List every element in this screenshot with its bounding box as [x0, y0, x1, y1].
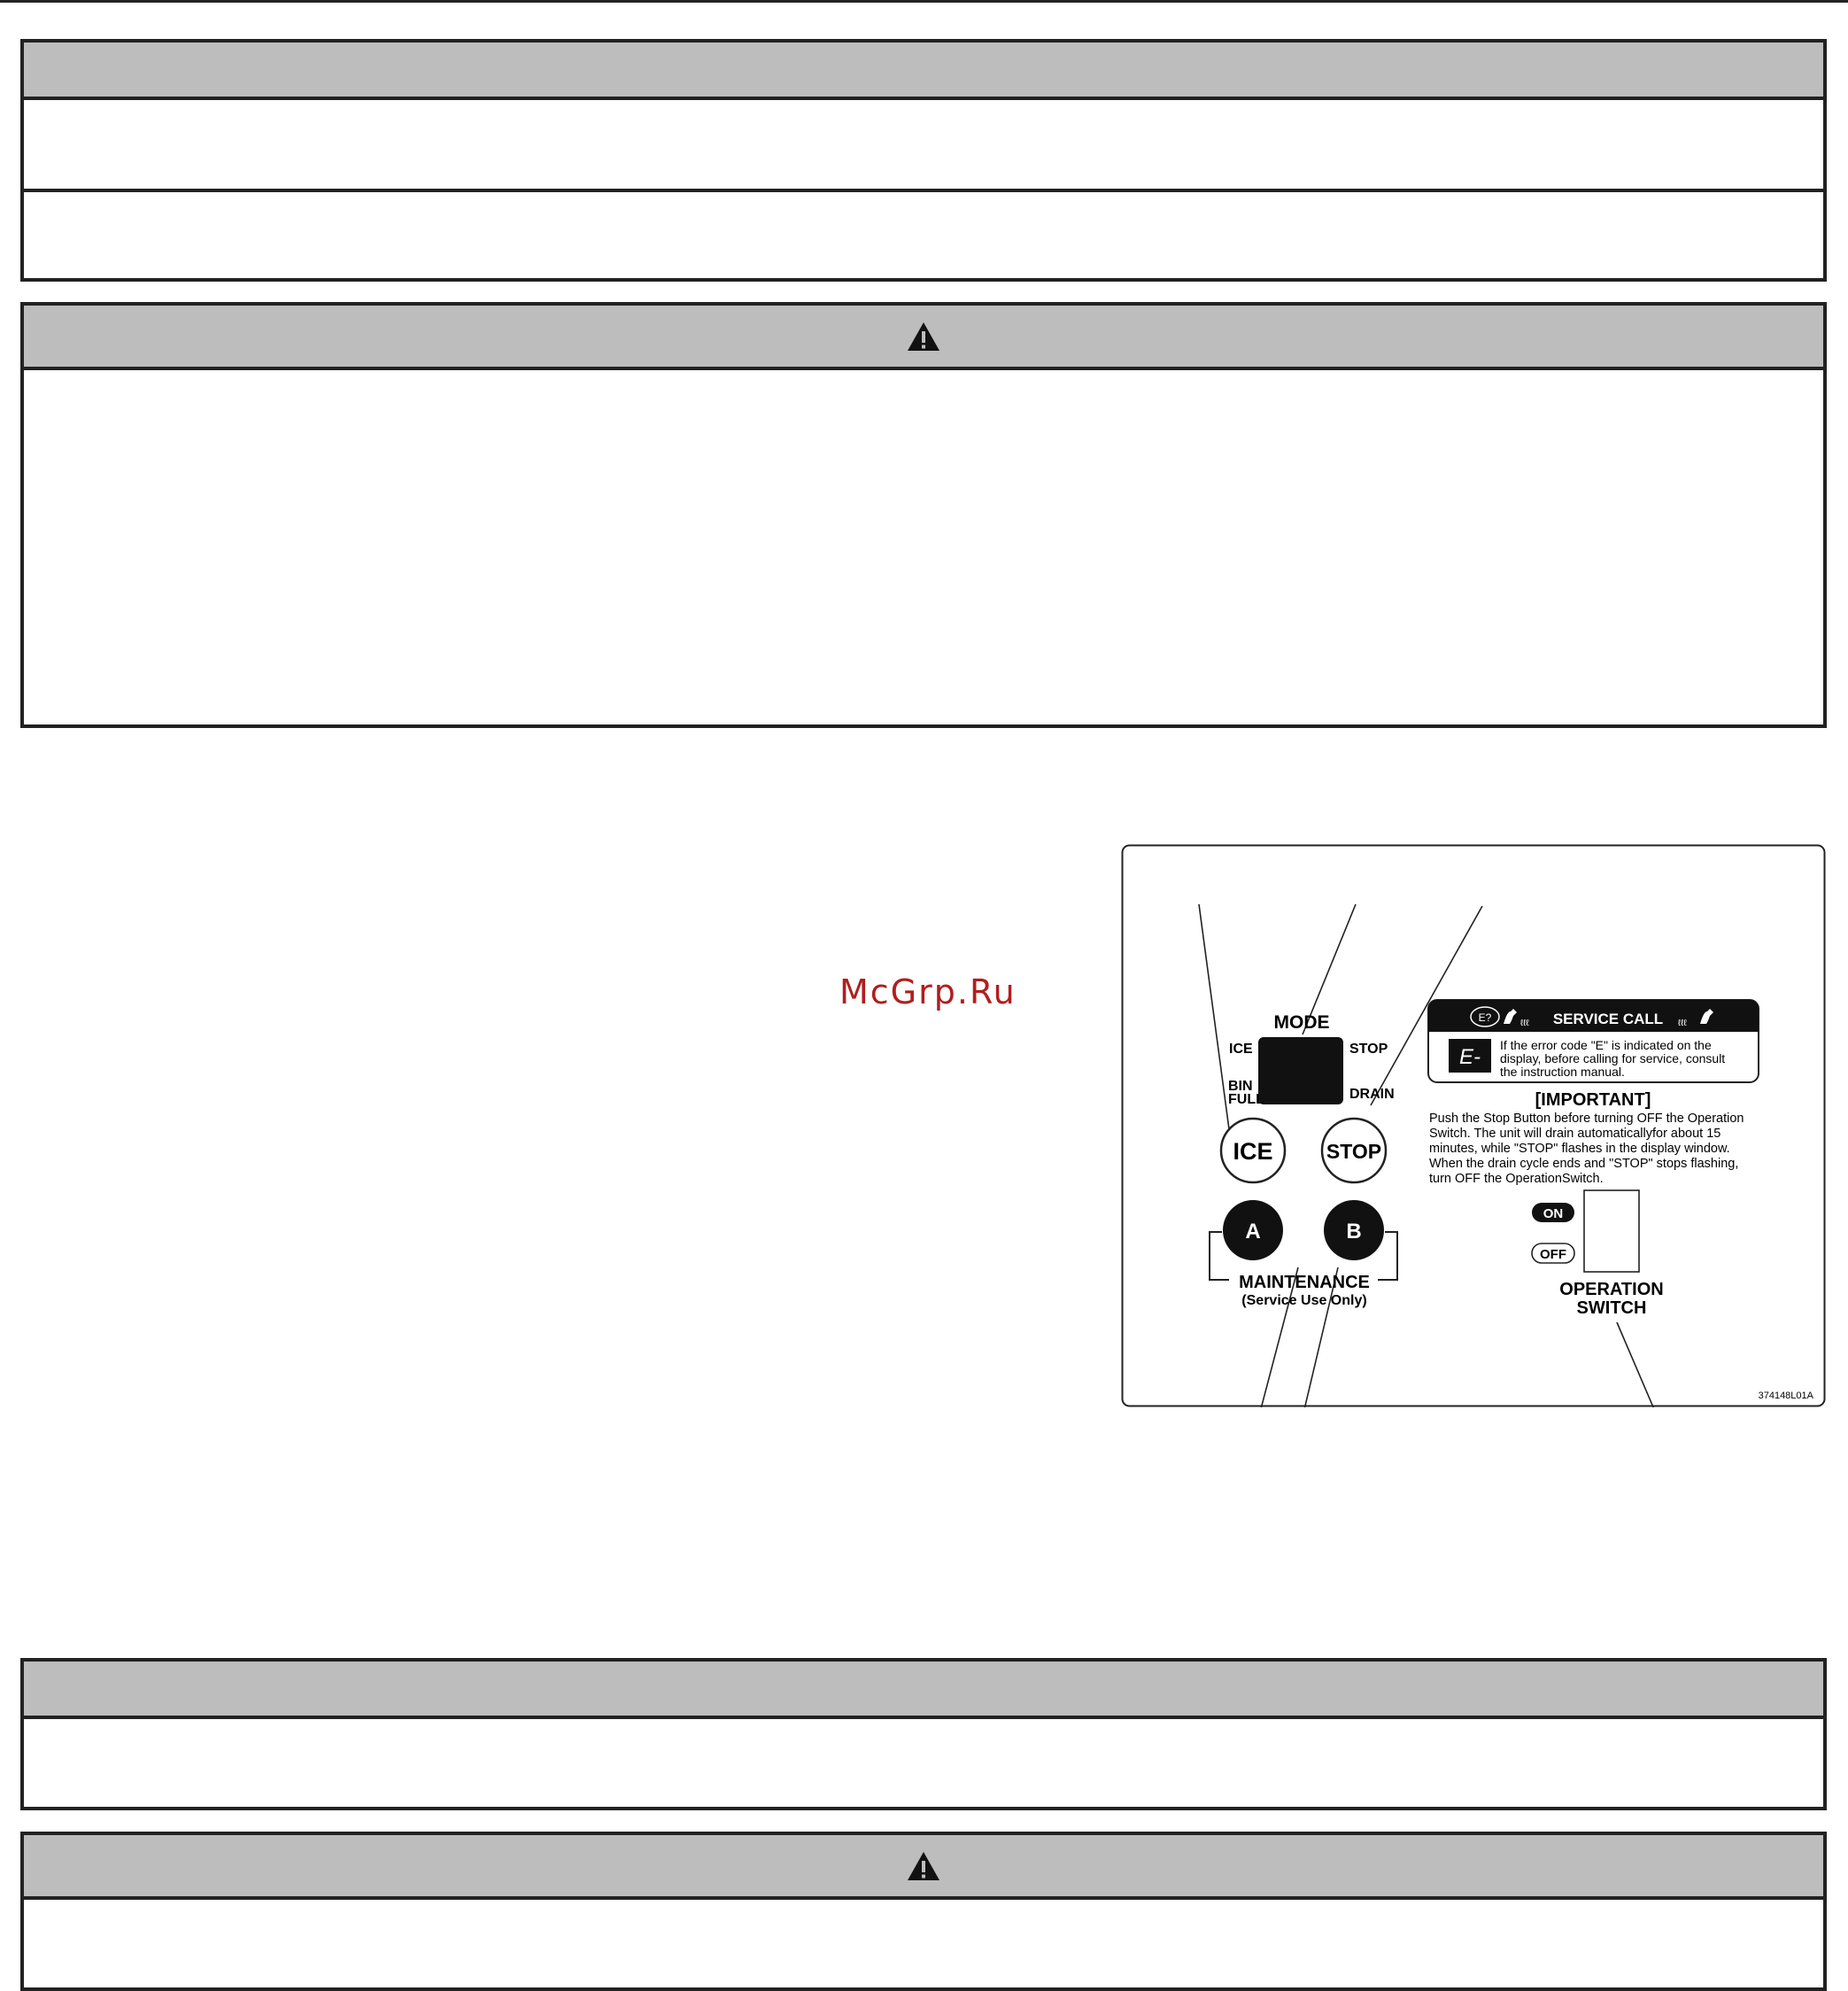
notice-box-2	[20, 1658, 1827, 1810]
stop-button[interactable]	[1322, 1119, 1386, 1182]
switch-on-label	[1532, 1203, 1574, 1222]
switch-on-text: ON	[1543, 1206, 1564, 1221]
important-line-3: minutes, while "STOP" flashes in the display window.	[1429, 1142, 1730, 1156]
service-call-line-3: the instruction manual.	[1500, 1065, 1625, 1079]
service-call-line-1: If the error code "E" is indicated on the	[1500, 1038, 1712, 1052]
mode-display-window	[1258, 1037, 1343, 1104]
notice-box-1-row-2	[24, 189, 1823, 278]
operation-switch-label-1: OPERATION	[1559, 1280, 1664, 1299]
important-line-1: Push the Stop Button before turning OFF the Operation	[1429, 1112, 1744, 1126]
warning-box-1-header	[24, 306, 1823, 370]
top-rule	[0, 0, 1848, 3]
important-line-5: turn OFF the OperationSwitch.	[1429, 1172, 1604, 1186]
a-button-label: A	[1245, 1220, 1261, 1243]
phone-ring-left: ℓℓℓ	[1520, 1019, 1529, 1028]
control-panel-figure	[1121, 844, 1826, 1407]
warning-triangle-icon	[906, 1850, 941, 1882]
lamp-full-label: FULL	[1228, 1092, 1264, 1107]
lamp-stop-label: STOP	[1349, 1042, 1388, 1057]
maintenance-a-button[interactable]	[1223, 1200, 1283, 1260]
operation-switch-label-2: SWITCH	[1576, 1298, 1647, 1318]
mode-label: MODE	[1273, 1012, 1330, 1033]
maintenance-note: (Service Use Only)	[1241, 1293, 1367, 1308]
warning-triangle-icon	[906, 321, 941, 352]
important-line-2: Switch. The unit will drain automaticallyfor about 15	[1429, 1127, 1721, 1141]
error-code-text: E-	[1459, 1045, 1481, 1069]
b-button-label: B	[1346, 1220, 1362, 1243]
operation-switch[interactable]	[1584, 1190, 1639, 1272]
important-title: [IMPORTANT]	[1535, 1090, 1651, 1110]
warning-box-2-header	[24, 1835, 1823, 1900]
error-bubble-text: E?	[1478, 1011, 1492, 1024]
lamp-bin-label: BIN	[1228, 1079, 1253, 1094]
service-call-title: SERVICE CALL	[1552, 1011, 1664, 1027]
phone-ring-right: ℓℓℓ	[1678, 1019, 1687, 1028]
control-panel-drawing	[1121, 844, 1826, 1407]
notice-box-1-header	[24, 43, 1823, 100]
stop-button-label: STOP	[1326, 1140, 1382, 1163]
notice-box-2-header	[24, 1662, 1823, 1719]
panel-outline	[1123, 846, 1825, 1406]
notice-box-1	[20, 39, 1827, 282]
service-call-label	[1428, 1000, 1759, 1082]
service-call-line-2: display, before calling for service, consult	[1500, 1051, 1726, 1065]
switch-off-label	[1532, 1243, 1574, 1263]
switch-off-text: OFF	[1540, 1247, 1566, 1262]
lamp-drain-label: DRAIN	[1349, 1087, 1395, 1102]
notice-box-1-row-1	[24, 100, 1823, 189]
ice-button[interactable]	[1221, 1119, 1285, 1182]
important-line-4: When the drain cycle ends and "STOP" stops flashing,	[1429, 1157, 1739, 1171]
figure-code: 374148L01A	[1758, 1391, 1813, 1401]
ice-button-label: ICE	[1233, 1138, 1273, 1165]
watermark: McGrp.Ru	[839, 972, 1017, 1011]
warning-box-2	[20, 1832, 1827, 1991]
lamp-ice-label: ICE	[1229, 1042, 1253, 1057]
maintenance-label: MAINTENANCE	[1239, 1273, 1370, 1292]
maintenance-b-button[interactable]	[1324, 1200, 1384, 1260]
warning-box-1	[20, 302, 1827, 728]
